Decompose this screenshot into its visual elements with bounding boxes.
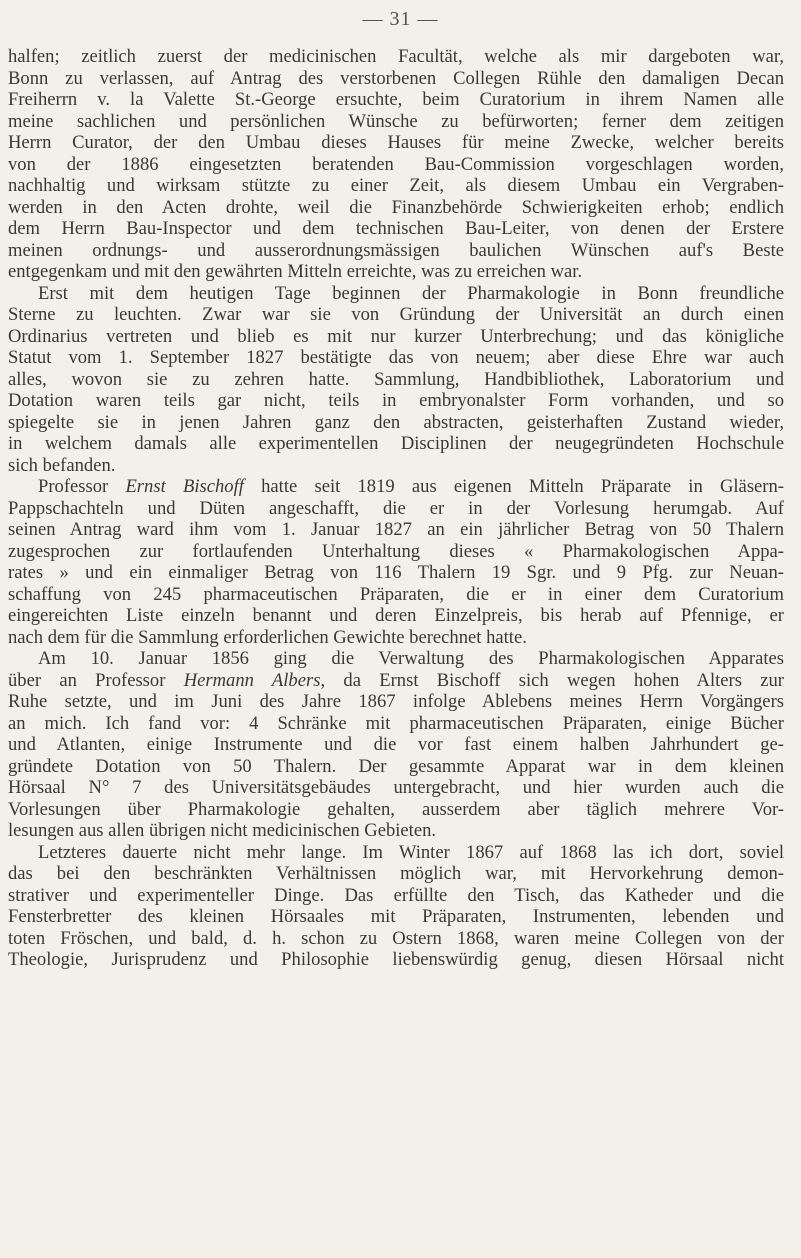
paragraph-3 (8, 476, 784, 648)
text-line: Vorlesungen über Pharmakologie gehalten, ausserdem aber täglich mehrere Vor- (8, 798, 784, 820)
text-line: Pappschachteln und Düten angeschafft, die er in der Vorlesung herumgab. Auf (8, 497, 784, 519)
text-line: Letzteres dauerte nicht mehr lange. Im Winter 1867 auf 1868 las ich dort, soviel (38, 841, 784, 863)
text-line: entgegenkam und mit den gewährten Mitteln erreichte, was zu erreichen war. (8, 261, 583, 282)
text-line: meinen ordnungs- und ausserordnungsmässigen baulichen Wünschen auf's Beste (8, 239, 784, 261)
text-line: nach dem für die Sammlung erforderlichen Gewichte berechnet hatte. (8, 626, 527, 648)
text-line: sich befanden. (8, 454, 116, 476)
text-line: Bonn zu verlassen, auf Antrag des verstorbenen Collegen Rühle den damaligen Decan (8, 67, 784, 89)
text-fragment: hatte seit 1819 aus eigenen Mitteln Präparate in Gläsern- (243, 476, 784, 497)
text-line: Fensterbretter des kleinen Hörsaales mit Präparaten, Instrumenten, lebenden und (8, 906, 784, 927)
text-line: Theologie, Jurisprudenz und Philosophie liebenswürdig genug, diesen Hörsaal nicht (8, 949, 784, 970)
paragraph-5 (8, 842, 784, 971)
text-line: und Atlanten, einige Instrumente und die vor fast einem halben Jahrhundert ge- (8, 734, 784, 755)
text-fragment: , da Ernst Bischoff sich wegen hohen Alters zur (320, 669, 784, 691)
text-line: nachhaltig und wirksam stützte zu einer Zeit, als diesem Umbau ein Vergraben- (8, 175, 784, 196)
text-line: eingereichten Liste einzeln benannt und deren Einzelpreis, bis herab auf Pfennige, er (8, 605, 784, 626)
paragraph-2 (8, 283, 784, 477)
person-name: Hermann Albers (183, 669, 321, 691)
text-line (8, 476, 784, 498)
text-line: Erst mit dem heutigen Tage beginnen der Pharmakologie in Bonn freundliche (38, 282, 784, 304)
text-line: lesungen aus allen übrigen nicht medicinischen Gebieten. (8, 820, 437, 841)
text-line (8, 670, 784, 692)
text-line: in welchem damals alle experimentellen Disciplinen der neugegründeten Hochschule (8, 433, 784, 454)
text-line: strativer und experimenteller Dinge. Das erfüllte den Tisch, das Katheder und die (8, 884, 784, 906)
text-line: toten Fröschen, und bald, d. h. schon zu Ostern 1868, waren meine Collegen von der (8, 927, 784, 949)
text-line: von der 1886 eingesetzten beratenden Bau-Commission vorgeschlagen worden, (8, 153, 784, 175)
text-line: spiegelte sie in jenen Jahren ganz den abstracten, geisterhaften Zustand wieder, (8, 411, 784, 433)
text-line: Hörsaal N° 7 des Universitätsgebäudes untergebracht, und hier wurden auch die (8, 777, 784, 798)
paragraph-4 (8, 648, 784, 842)
text-line: Dotation waren teils gar nicht, teils in embryonalster Form vorhanden, und so (8, 390, 784, 411)
text-line: Herrn Curator, der den Umbau dieses Hauses für meine Zwecke, welcher bereits (8, 132, 784, 153)
text-line: Sterne zu leuchten. Zwar war sie von Gründung der Universität an durch einen (8, 304, 784, 325)
body-text (8, 46, 784, 971)
text-line: seinen Antrag ward ihm vom 1. Januar 1827 an ein jährlicher Betrag von 50 Thalern (8, 519, 784, 540)
text-fragment: über an Professor (8, 669, 184, 691)
text-line: Ruhe setzte, und im Juni des Jahre 1867 infolge Ablebens meines Herrn Vorgängers (8, 691, 784, 712)
text-line: das bei den beschränkten Verhältnissen möglich war, mit Hervorkehrung demon- (8, 863, 784, 884)
text-line: dem Herrn Bau-Inspector und dem technischen Bau-Leiter, von denen der Erstere (8, 218, 784, 239)
text-line: werden in den Acten drohte, weil die Finanzbehörde Schwierigkeiten erhob; endlich (8, 196, 784, 218)
text-line: Statut vom 1. September 1827 bestätigte das von neuem; aber diese Ehre war auch (8, 347, 784, 368)
text-line: an mich. Ich fand vor: 4 Schränke mit pharmaceutischen Präparaten, einige Bücher (8, 712, 784, 734)
text-line: Freiherrn v. la Valette St.-George ersuchte, beim Curatorium in ihrem Namen alle (8, 89, 784, 110)
text-fragment: Professor (38, 476, 126, 497)
text-line: Am 10. Januar 1856 ging die Verwaltung des Pharmakologischen Apparates (38, 648, 784, 669)
text-line: schaffung von 245 pharmaceutischen Präparaten, die er in einer dem Curatorium (8, 583, 784, 605)
text-line: gründete Dotation von 50 Thalern. Der gesammte Apparat war in dem kleinen (8, 755, 784, 777)
text-line: meine sachlichen und persönlichen Wünsche zu befürworten; ferner dem zeitigen (8, 110, 784, 132)
text-line: halfen; zeitlich zuerst der medicinischen Facultät, welche als mir dargeboten war, (8, 46, 784, 67)
text-line: Ordinarius vertreten und blieb es mit nur kurzer Unterbrechung; und das königliche (8, 325, 784, 347)
text-line: rates » und ein einmaliger Betrag von 116 Thalern 19 Sgr. und 9 Pfg. zur Neuan- (8, 562, 784, 583)
text-line: alles, wovon sie zu zehren hatte. Sammlung, Handbibliothek, Laboratorium und (8, 368, 784, 390)
text-line: zugesprochen zur fortlaufenden Unterhaltung dieses « Pharmakologischen Appa- (8, 540, 784, 562)
person-name: Ernst Bischoff (125, 476, 244, 497)
paragraph-1 (8, 46, 784, 283)
page-number: — 31 — (362, 8, 439, 30)
